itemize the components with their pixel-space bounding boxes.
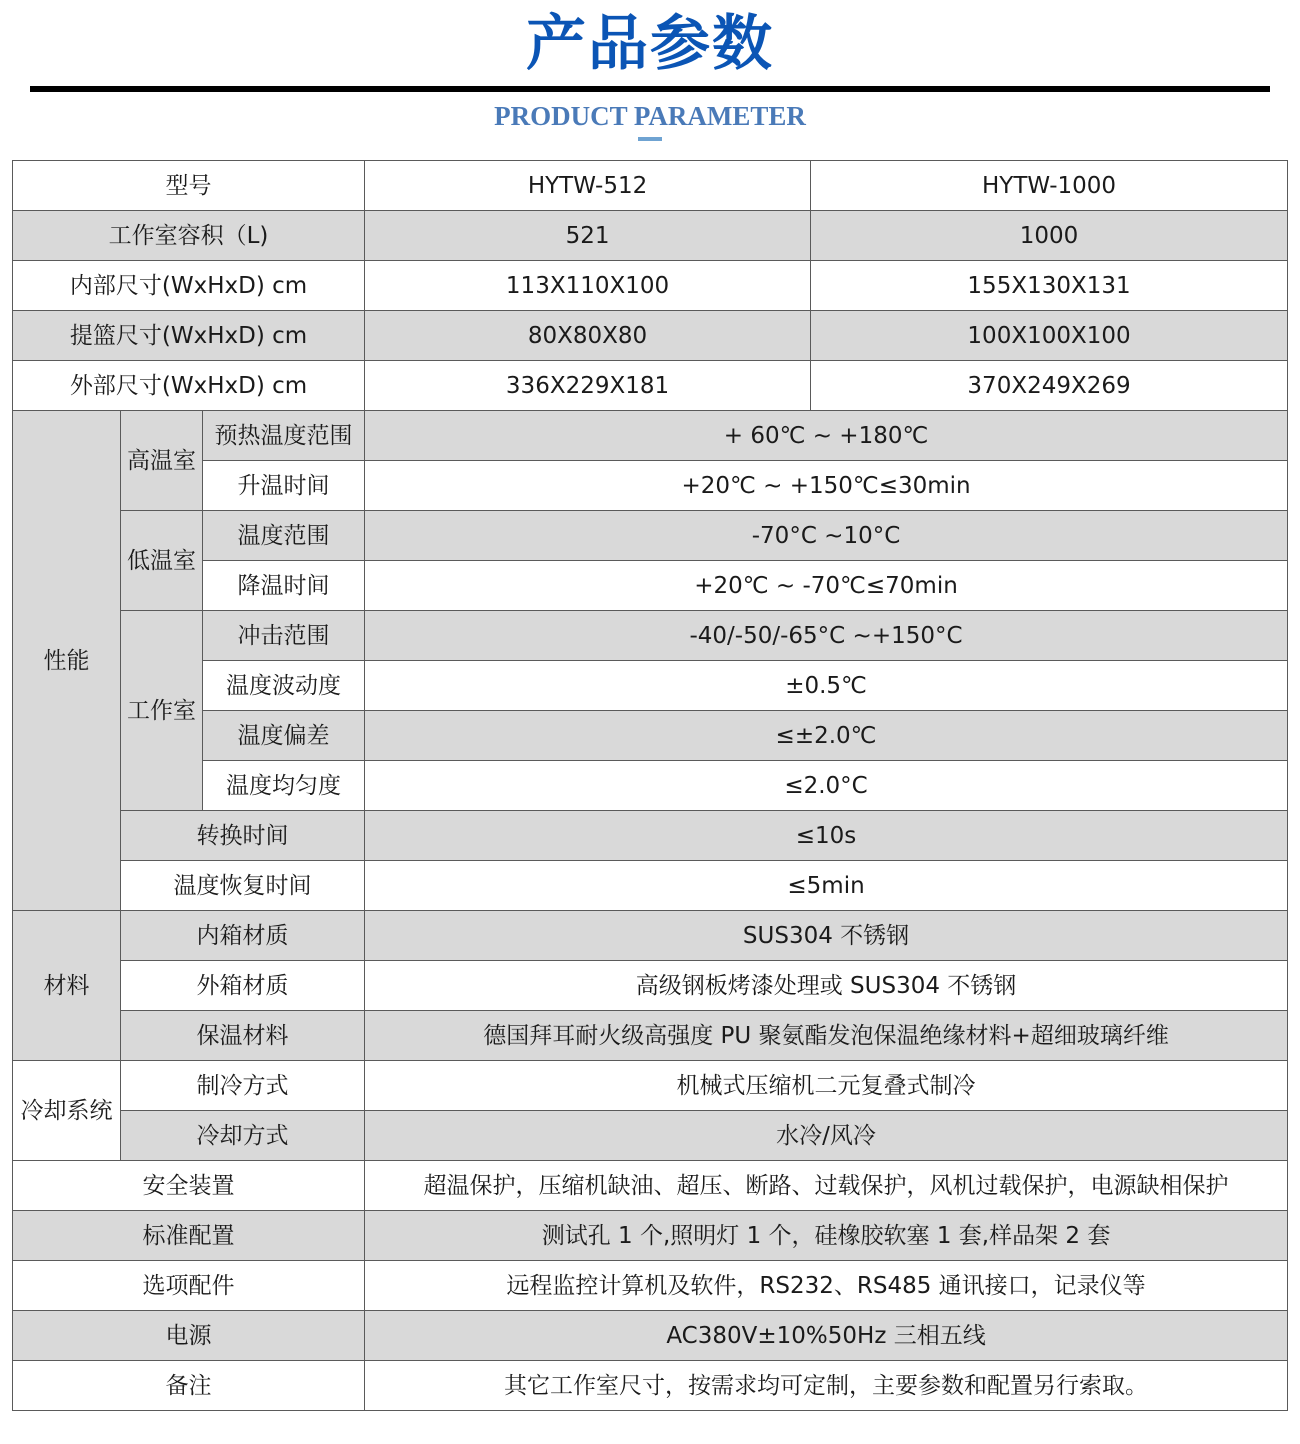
cell-value: 其它工作室尺寸，按需求均可定制，主要参数和配置另行索取。 xyxy=(365,1361,1288,1411)
cell-value: -40/-50/-65°C ~+150°C xyxy=(365,611,1288,661)
category-performance: 性能 xyxy=(13,411,121,911)
table-row xyxy=(13,1361,1288,1411)
row-label: 外部尺寸(WxHxD) cm xyxy=(13,361,365,411)
cell-value: 155X130X131 xyxy=(811,261,1288,311)
table-row xyxy=(13,1161,1288,1211)
cell-value: 超温保护，压缩机缺油、超压、断路、过载保护，风机过载保护，电源缺相保护 xyxy=(365,1161,1288,1211)
category-materials: 材料 xyxy=(13,911,121,1061)
table-row xyxy=(13,511,1288,561)
page-title: 产品参数 xyxy=(526,9,774,79)
row-label: 型号 xyxy=(13,161,365,211)
cell-value: 113X110X100 xyxy=(365,261,811,311)
table-row xyxy=(13,711,1288,761)
table-row xyxy=(13,1261,1288,1311)
subcategory-work-chamber: 工作室 xyxy=(121,611,203,811)
subtitle-accent-dash xyxy=(638,137,662,141)
table-row-model xyxy=(13,161,1288,211)
cell-value: +20℃ ~ -70℃≤70min xyxy=(365,561,1288,611)
table-row xyxy=(13,1011,1288,1061)
table-row xyxy=(13,211,1288,261)
subcategory-low-temp: 低温室 xyxy=(121,511,203,611)
table-row xyxy=(13,861,1288,911)
cell-value: 水冷/风冷 xyxy=(365,1111,1288,1161)
row-label: 安全装置 xyxy=(13,1161,365,1211)
row-label: 温度恢复时间 xyxy=(121,861,365,911)
row-label: 预热温度范围 xyxy=(203,411,365,461)
table-row xyxy=(13,411,1288,461)
cell-value: 336X229X181 xyxy=(365,361,811,411)
cell-value: 远程监控计算机及软件，RS232、RS485 通讯接口，记录仪等 xyxy=(365,1261,1288,1311)
row-label: 温度偏差 xyxy=(203,711,365,761)
table-row xyxy=(13,811,1288,861)
row-label: 提篮尺寸(WxHxD) cm xyxy=(13,311,365,361)
row-label: 工作室容积（L) xyxy=(13,211,365,261)
row-label: 内箱材质 xyxy=(121,911,365,961)
row-label: 保温材料 xyxy=(121,1011,365,1061)
model-name: HYTW-512 xyxy=(365,161,811,211)
row-label: 转换时间 xyxy=(121,811,365,861)
cell-value: AC380V±10%50Hz 三相五线 xyxy=(365,1311,1288,1361)
row-label: 温度均匀度 xyxy=(203,761,365,811)
title-divider xyxy=(30,86,1270,92)
cell-value: + 60℃ ~ +180℃ xyxy=(365,411,1288,461)
row-label: 备注 xyxy=(13,1361,365,1411)
cell-value: ±0.5℃ xyxy=(365,661,1288,711)
row-label: 标准配置 xyxy=(13,1211,365,1261)
table-row xyxy=(13,1311,1288,1361)
table-row xyxy=(13,1111,1288,1161)
cell-value: ≤2.0°C xyxy=(365,761,1288,811)
page-subtitle: PRODUCT PARAMETER xyxy=(494,101,806,131)
table-row xyxy=(13,1061,1288,1111)
cell-value: +20℃ ~ +150℃≤30min xyxy=(365,461,1288,511)
cell-value: 1000 xyxy=(811,211,1288,261)
cell-value: 高级钢板烤漆处理或 SUS304 不锈钢 xyxy=(365,961,1288,1011)
row-label: 升温时间 xyxy=(203,461,365,511)
table-row xyxy=(13,1211,1288,1261)
table-row xyxy=(13,661,1288,711)
table-row xyxy=(13,561,1288,611)
table-row xyxy=(13,311,1288,361)
cell-value: 德国拜耳耐火级高强度 PU 聚氨酯发泡保温绝缘材料+超细玻璃纤维 xyxy=(365,1011,1288,1061)
category-cooling: 冷却系统 xyxy=(13,1061,121,1161)
cell-value: 521 xyxy=(365,211,811,261)
cell-value: 机械式压缩机二元复叠式制冷 xyxy=(365,1061,1288,1111)
row-label: 内部尺寸(WxHxD) cm xyxy=(13,261,365,311)
cell-value: 测试孔 1 个,照明灯 1 个，硅橡胶软塞 1 套,样品架 2 套 xyxy=(365,1211,1288,1261)
cell-value: 370X249X269 xyxy=(811,361,1288,411)
cell-value: -70°C ~10°C xyxy=(365,511,1288,561)
row-label: 选项配件 xyxy=(13,1261,365,1311)
table-row xyxy=(13,761,1288,811)
table-row xyxy=(13,361,1288,411)
row-label: 降温时间 xyxy=(203,561,365,611)
table-row xyxy=(13,611,1288,661)
row-label: 外箱材质 xyxy=(121,961,365,1011)
cell-value: ≤10s xyxy=(365,811,1288,861)
cell-value: ≤5min xyxy=(365,861,1288,911)
table-row xyxy=(13,261,1288,311)
product-parameter-table xyxy=(12,160,1288,1411)
table-row xyxy=(13,961,1288,1011)
row-label: 电源 xyxy=(13,1311,365,1361)
subcategory-high-temp: 高温室 xyxy=(121,411,203,511)
row-label: 冷却方式 xyxy=(121,1111,365,1161)
cell-value: ≤±2.0℃ xyxy=(365,711,1288,761)
row-label: 温度波动度 xyxy=(203,661,365,711)
cell-value: 80X80X80 xyxy=(365,311,811,361)
row-label: 制冷方式 xyxy=(121,1061,365,1111)
table-row xyxy=(13,911,1288,961)
row-label: 温度范围 xyxy=(203,511,365,561)
cell-value: SUS304 不锈钢 xyxy=(365,911,1288,961)
row-label: 冲击范围 xyxy=(203,611,365,661)
model-name: HYTW-1000 xyxy=(811,161,1288,211)
table-row xyxy=(13,461,1288,511)
cell-value: 100X100X100 xyxy=(811,311,1288,361)
